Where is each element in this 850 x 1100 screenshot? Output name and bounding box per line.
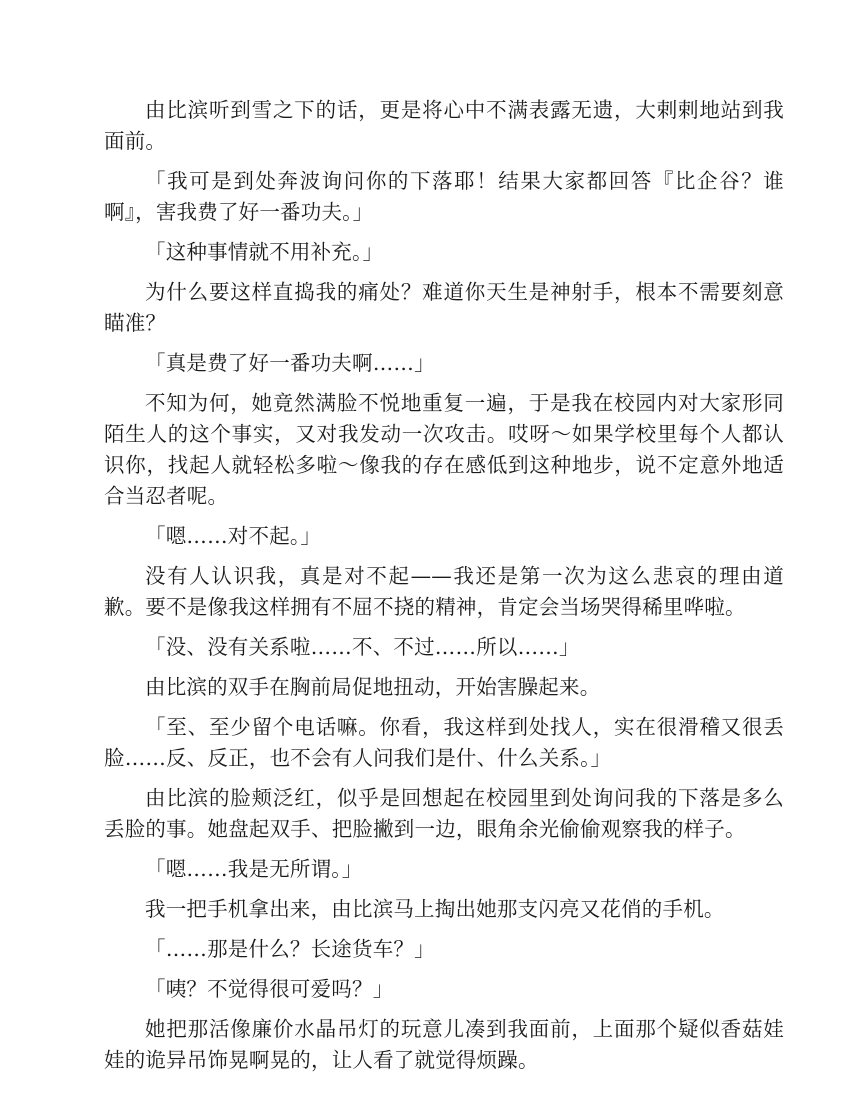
paragraph-9: 「没、没有关系啦……不、不过……所以……」 (145, 635, 580, 659)
paragraph-7: 「嗯……对不起。」 (145, 524, 322, 548)
paragraph-4: 为什么要这样直捣我的痛处？难道你天生是神射手，根本不需要刻意瞄准？ (104, 280, 784, 335)
paragraph-14: 我一把手机拿出来，由比滨马上掏出她那支闪亮又花俏的手机。 (145, 897, 725, 921)
paragraph-12: 由比滨的脸颊泛红，似乎是回想起在校园里到处询问我的下落是多么丢脸的事。她盘起双手、把脸撇到一边，眼角余光偷偷观察我的样子。 (104, 786, 784, 841)
paragraph-1: 由比滨听到雪之下的话，更是将心中不满表露无遗，大剌剌地站到我面前。 (104, 98, 784, 153)
paragraph-17: 她把那活像廉价水晶吊灯的玩意儿凑到我面前，上面那个疑似香菇娃娃的诡异吊饰晃啊晃的，让人看了就觉得烦躁。 (104, 1017, 784, 1072)
paragraph-2: 「我可是到处奔波询问你的下落耶！结果大家都回答『比企谷？谁啊』，害我费了好一番功夫。」 (104, 169, 784, 224)
paragraph-8: 没有人认识我，真是对不起——我还是第一次为这么悲哀的理由道歉。要不是像我这样拥有不屈不挠的精神，肯定会当场哭得稀里哗啦。 (104, 564, 784, 619)
paragraph-15: 「……那是什么？长途货车？」 (145, 937, 435, 961)
paragraph-10: 由比滨的双手在胸前局促地扭动，开始害臊起来。 (145, 675, 601, 699)
paragraph-5: 「真是费了好一番功夫啊……」 (145, 351, 435, 375)
paragraph-11: 「至、至少留个电话嘛。你看，我这样到处找人，实在很滑稽又很丢脸……反、反正，也不会有人问我们是什、什么关系。」 (104, 715, 784, 770)
body-text (104, 95, 784, 1085)
paragraph-13: 「嗯……我是无所谓。」 (145, 857, 363, 881)
paragraph-3: 「这种事情就不用补充。」 (145, 240, 384, 264)
paragraph-16: 「咦？不觉得很可爱吗？」 (145, 977, 394, 1001)
paragraph-6: 不知为何，她竟然满脸不悦地重复一遍，于是我在校园内对大家形同陌生人的这个事实，又对我发动一次攻击。哎呀～如果学校里每个人都认识你，找起人就轻松多啦～像我的存在感低到这种地步，说不定意外地适合当忍者呢。 (104, 391, 784, 508)
